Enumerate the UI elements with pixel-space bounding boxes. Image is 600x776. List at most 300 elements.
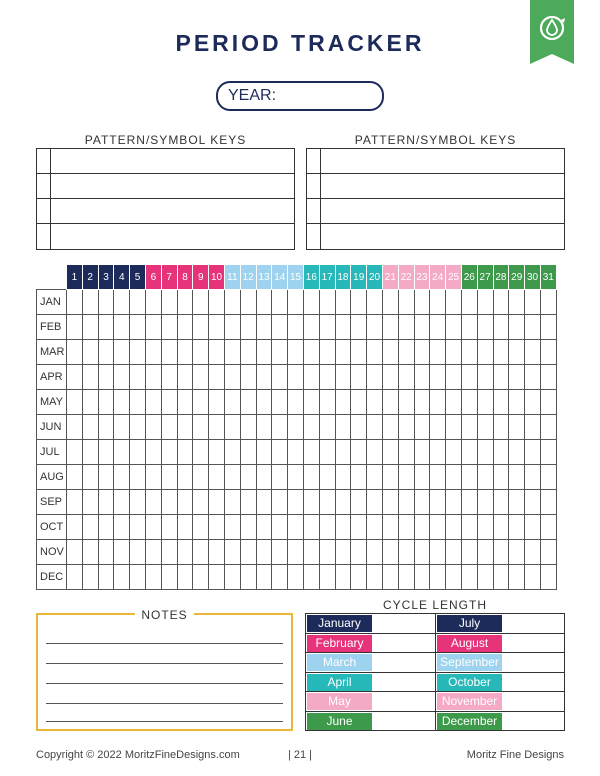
day-cell[interactable]: [540, 515, 556, 540]
day-cell[interactable]: [193, 340, 209, 365]
day-cell[interactable]: [319, 315, 335, 340]
day-cell[interactable]: [540, 290, 556, 315]
day-cell[interactable]: [430, 365, 446, 390]
day-cell[interactable]: [414, 490, 430, 515]
day-cell[interactable]: [224, 415, 240, 440]
day-cell[interactable]: [288, 415, 304, 440]
day-cell[interactable]: [446, 390, 462, 415]
day-cell[interactable]: [240, 415, 256, 440]
key-checkbox[interactable]: [37, 199, 51, 223]
day-cell[interactable]: [130, 415, 146, 440]
day-cell[interactable]: [351, 415, 367, 440]
day-cell[interactable]: [446, 565, 462, 590]
day-cell[interactable]: [398, 490, 414, 515]
day-cell[interactable]: [224, 290, 240, 315]
day-cell[interactable]: [224, 340, 240, 365]
day-cell[interactable]: [319, 365, 335, 390]
day-cell[interactable]: [256, 515, 272, 540]
day-cell[interactable]: [477, 540, 493, 565]
day-cell[interactable]: [303, 440, 319, 465]
day-cell[interactable]: [461, 465, 477, 490]
day-cell[interactable]: [177, 340, 193, 365]
day-cell[interactable]: [461, 490, 477, 515]
day-cell[interactable]: [382, 565, 398, 590]
day-cell[interactable]: [209, 440, 225, 465]
day-cell[interactable]: [540, 390, 556, 415]
day-cell[interactable]: [430, 465, 446, 490]
day-cell[interactable]: [67, 415, 83, 440]
day-cell[interactable]: [477, 290, 493, 315]
day-cell[interactable]: [240, 315, 256, 340]
day-cell[interactable]: [430, 565, 446, 590]
day-cell[interactable]: [351, 565, 367, 590]
day-cell[interactable]: [114, 515, 130, 540]
day-cell[interactable]: [367, 490, 383, 515]
day-cell[interactable]: [525, 340, 541, 365]
day-cell[interactable]: [82, 415, 98, 440]
day-cell[interactable]: [272, 365, 288, 390]
day-cell[interactable]: [461, 515, 477, 540]
day-cell[interactable]: [414, 390, 430, 415]
day-cell[interactable]: [367, 340, 383, 365]
day-cell[interactable]: [82, 390, 98, 415]
day-cell[interactable]: [493, 565, 509, 590]
day-cell[interactable]: [461, 340, 477, 365]
day-cell[interactable]: [303, 515, 319, 540]
day-cell[interactable]: [193, 390, 209, 415]
day-cell[interactable]: [240, 340, 256, 365]
day-cell[interactable]: [193, 440, 209, 465]
day-cell[interactable]: [114, 340, 130, 365]
day-cell[interactable]: [240, 390, 256, 415]
key-checkbox[interactable]: [307, 224, 321, 249]
day-cell[interactable]: [130, 515, 146, 540]
day-cell[interactable]: [367, 515, 383, 540]
day-cell[interactable]: [272, 540, 288, 565]
day-cell[interactable]: [414, 540, 430, 565]
day-cell[interactable]: [335, 365, 351, 390]
day-cell[interactable]: [67, 490, 83, 515]
day-cell[interactable]: [114, 440, 130, 465]
day-cell[interactable]: [209, 390, 225, 415]
day-cell[interactable]: [177, 490, 193, 515]
day-cell[interactable]: [446, 515, 462, 540]
day-cell[interactable]: [193, 465, 209, 490]
day-cell[interactable]: [145, 415, 161, 440]
day-cell[interactable]: [509, 290, 525, 315]
day-cell[interactable]: [209, 340, 225, 365]
day-cell[interactable]: [130, 340, 146, 365]
day-cell[interactable]: [82, 440, 98, 465]
day-cell[interactable]: [414, 365, 430, 390]
day-cell[interactable]: [525, 415, 541, 440]
day-cell[interactable]: [540, 490, 556, 515]
day-cell[interactable]: [193, 540, 209, 565]
day-cell[interactable]: [98, 565, 114, 590]
day-cell[interactable]: [477, 415, 493, 440]
day-cell[interactable]: [446, 415, 462, 440]
key-checkbox[interactable]: [37, 149, 51, 173]
day-cell[interactable]: [351, 365, 367, 390]
day-cell[interactable]: [240, 565, 256, 590]
day-cell[interactable]: [272, 465, 288, 490]
day-cell[interactable]: [525, 365, 541, 390]
day-cell[interactable]: [145, 290, 161, 315]
day-cell[interactable]: [446, 465, 462, 490]
day-cell[interactable]: [398, 565, 414, 590]
day-cell[interactable]: [161, 465, 177, 490]
day-cell[interactable]: [540, 340, 556, 365]
day-cell[interactable]: [193, 515, 209, 540]
day-cell[interactable]: [430, 440, 446, 465]
day-cell[interactable]: [98, 540, 114, 565]
day-cell[interactable]: [82, 340, 98, 365]
day-cell[interactable]: [240, 490, 256, 515]
day-cell[interactable]: [177, 440, 193, 465]
day-cell[interactable]: [224, 540, 240, 565]
day-cell[interactable]: [288, 490, 304, 515]
day-cell[interactable]: [256, 465, 272, 490]
day-cell[interactable]: [351, 490, 367, 515]
day-cell[interactable]: [493, 290, 509, 315]
day-cell[interactable]: [209, 415, 225, 440]
day-cell[interactable]: [67, 390, 83, 415]
day-cell[interactable]: [224, 365, 240, 390]
day-cell[interactable]: [525, 565, 541, 590]
key-checkbox[interactable]: [37, 174, 51, 198]
day-cell[interactable]: [414, 340, 430, 365]
day-cell[interactable]: [272, 440, 288, 465]
day-cell[interactable]: [288, 515, 304, 540]
day-cell[interactable]: [67, 465, 83, 490]
day-cell[interactable]: [477, 490, 493, 515]
day-cell[interactable]: [351, 290, 367, 315]
day-cell[interactable]: [509, 365, 525, 390]
day-cell[interactable]: [446, 490, 462, 515]
day-cell[interactable]: [430, 490, 446, 515]
day-cell[interactable]: [525, 390, 541, 415]
day-cell[interactable]: [98, 340, 114, 365]
day-cell[interactable]: [319, 490, 335, 515]
day-cell[interactable]: [161, 365, 177, 390]
day-cell[interactable]: [335, 290, 351, 315]
day-cell[interactable]: [540, 440, 556, 465]
day-cell[interactable]: [493, 415, 509, 440]
day-cell[interactable]: [272, 390, 288, 415]
day-cell[interactable]: [446, 340, 462, 365]
day-cell[interactable]: [209, 290, 225, 315]
day-cell[interactable]: [288, 315, 304, 340]
day-cell[interactable]: [272, 340, 288, 365]
day-cell[interactable]: [367, 365, 383, 390]
day-cell[interactable]: [177, 415, 193, 440]
day-cell[interactable]: [398, 465, 414, 490]
day-cell[interactable]: [303, 290, 319, 315]
key-row[interactable]: [307, 149, 564, 174]
day-cell[interactable]: [540, 415, 556, 440]
day-cell[interactable]: [256, 340, 272, 365]
day-cell[interactable]: [161, 390, 177, 415]
day-cell[interactable]: [525, 315, 541, 340]
day-cell[interactable]: [382, 390, 398, 415]
day-cell[interactable]: [288, 440, 304, 465]
day-cell[interactable]: [398, 290, 414, 315]
day-cell[interactable]: [67, 290, 83, 315]
day-cell[interactable]: [319, 415, 335, 440]
day-cell[interactable]: [430, 340, 446, 365]
day-cell[interactable]: [240, 515, 256, 540]
day-cell[interactable]: [509, 465, 525, 490]
day-cell[interactable]: [130, 315, 146, 340]
day-cell[interactable]: [82, 565, 98, 590]
key-row[interactable]: [307, 174, 564, 199]
day-cell[interactable]: [367, 540, 383, 565]
day-cell[interactable]: [493, 515, 509, 540]
day-cell[interactable]: [67, 340, 83, 365]
day-cell[interactable]: [461, 315, 477, 340]
key-row[interactable]: [37, 224, 294, 249]
day-cell[interactable]: [145, 390, 161, 415]
day-cell[interactable]: [161, 540, 177, 565]
day-cell[interactable]: [209, 465, 225, 490]
day-cell[interactable]: [335, 315, 351, 340]
day-cell[interactable]: [303, 565, 319, 590]
day-cell[interactable]: [240, 440, 256, 465]
day-cell[interactable]: [493, 440, 509, 465]
day-cell[interactable]: [367, 390, 383, 415]
day-cell[interactable]: [351, 440, 367, 465]
day-cell[interactable]: [240, 465, 256, 490]
day-cell[interactable]: [161, 315, 177, 340]
key-row[interactable]: [307, 199, 564, 224]
day-cell[interactable]: [82, 290, 98, 315]
day-cell[interactable]: [525, 490, 541, 515]
day-cell[interactable]: [177, 315, 193, 340]
day-cell[interactable]: [509, 565, 525, 590]
day-cell[interactable]: [303, 365, 319, 390]
day-cell[interactable]: [398, 315, 414, 340]
day-cell[interactable]: [446, 290, 462, 315]
day-cell[interactable]: [272, 515, 288, 540]
day-cell[interactable]: [509, 540, 525, 565]
day-cell[interactable]: [493, 365, 509, 390]
day-cell[interactable]: [272, 415, 288, 440]
day-cell[interactable]: [67, 365, 83, 390]
day-cell[interactable]: [177, 465, 193, 490]
day-cell[interactable]: [145, 465, 161, 490]
day-cell[interactable]: [67, 565, 83, 590]
day-cell[interactable]: [256, 565, 272, 590]
day-cell[interactable]: [145, 315, 161, 340]
day-cell[interactable]: [382, 415, 398, 440]
day-cell[interactable]: [477, 315, 493, 340]
day-cell[interactable]: [382, 290, 398, 315]
day-cell[interactable]: [398, 515, 414, 540]
day-cell[interactable]: [335, 390, 351, 415]
year-field[interactable]: [216, 81, 384, 111]
day-cell[interactable]: [145, 515, 161, 540]
key-row[interactable]: [37, 174, 294, 199]
day-cell[interactable]: [303, 340, 319, 365]
day-cell[interactable]: [477, 515, 493, 540]
day-cell[interactable]: [224, 315, 240, 340]
day-cell[interactable]: [303, 415, 319, 440]
day-cell[interactable]: [161, 340, 177, 365]
day-cell[interactable]: [82, 540, 98, 565]
day-cell[interactable]: [130, 365, 146, 390]
day-cell[interactable]: [82, 465, 98, 490]
day-cell[interactable]: [82, 315, 98, 340]
day-cell[interactable]: [303, 390, 319, 415]
day-cell[interactable]: [509, 415, 525, 440]
key-row[interactable]: [307, 224, 564, 249]
day-cell[interactable]: [209, 315, 225, 340]
day-cell[interactable]: [382, 540, 398, 565]
day-cell[interactable]: [525, 540, 541, 565]
day-cell[interactable]: [209, 540, 225, 565]
day-cell[interactable]: [382, 465, 398, 490]
day-cell[interactable]: [477, 390, 493, 415]
day-cell[interactable]: [114, 290, 130, 315]
day-cell[interactable]: [477, 465, 493, 490]
day-cell[interactable]: [272, 490, 288, 515]
day-cell[interactable]: [67, 515, 83, 540]
day-cell[interactable]: [461, 290, 477, 315]
day-cell[interactable]: [319, 440, 335, 465]
day-cell[interactable]: [351, 315, 367, 340]
day-cell[interactable]: [525, 440, 541, 465]
day-cell[interactable]: [367, 315, 383, 340]
day-cell[interactable]: [319, 390, 335, 415]
day-cell[interactable]: [335, 515, 351, 540]
day-cell[interactable]: [114, 465, 130, 490]
day-cell[interactable]: [351, 340, 367, 365]
day-cell[interactable]: [224, 515, 240, 540]
day-cell[interactable]: [398, 340, 414, 365]
day-cell[interactable]: [477, 340, 493, 365]
day-cell[interactable]: [161, 515, 177, 540]
day-cell[interactable]: [193, 565, 209, 590]
day-cell[interactable]: [303, 465, 319, 490]
day-cell[interactable]: [130, 290, 146, 315]
day-cell[interactable]: [367, 415, 383, 440]
day-cell[interactable]: [145, 340, 161, 365]
day-cell[interactable]: [193, 290, 209, 315]
day-cell[interactable]: [414, 440, 430, 465]
day-cell[interactable]: [114, 315, 130, 340]
day-cell[interactable]: [161, 440, 177, 465]
day-cell[interactable]: [382, 515, 398, 540]
day-cell[interactable]: [319, 540, 335, 565]
day-cell[interactable]: [114, 415, 130, 440]
day-cell[interactable]: [540, 365, 556, 390]
day-cell[interactable]: [319, 515, 335, 540]
day-cell[interactable]: [351, 540, 367, 565]
day-cell[interactable]: [430, 415, 446, 440]
day-cell[interactable]: [367, 290, 383, 315]
day-cell[interactable]: [114, 490, 130, 515]
day-cell[interactable]: [477, 440, 493, 465]
day-cell[interactable]: [414, 315, 430, 340]
day-cell[interactable]: [351, 390, 367, 415]
day-cell[interactable]: [145, 565, 161, 590]
day-cell[interactable]: [209, 515, 225, 540]
day-cell[interactable]: [367, 465, 383, 490]
day-cell[interactable]: [430, 290, 446, 315]
day-cell[interactable]: [130, 440, 146, 465]
day-cell[interactable]: [335, 490, 351, 515]
day-cell[interactable]: [525, 515, 541, 540]
day-cell[interactable]: [414, 565, 430, 590]
day-cell[interactable]: [398, 415, 414, 440]
day-cell[interactable]: [335, 540, 351, 565]
day-cell[interactable]: [82, 365, 98, 390]
day-cell[interactable]: [67, 440, 83, 465]
day-cell[interactable]: [224, 440, 240, 465]
day-cell[interactable]: [461, 415, 477, 440]
day-cell[interactable]: [98, 365, 114, 390]
day-cell[interactable]: [240, 365, 256, 390]
day-cell[interactable]: [272, 315, 288, 340]
day-cell[interactable]: [398, 365, 414, 390]
day-cell[interactable]: [540, 465, 556, 490]
day-cell[interactable]: [288, 390, 304, 415]
day-cell[interactable]: [525, 290, 541, 315]
day-cell[interactable]: [130, 540, 146, 565]
day-cell[interactable]: [414, 415, 430, 440]
day-cell[interactable]: [509, 390, 525, 415]
day-cell[interactable]: [145, 440, 161, 465]
day-cell[interactable]: [256, 290, 272, 315]
day-cell[interactable]: [509, 515, 525, 540]
day-cell[interactable]: [272, 290, 288, 315]
notes-box[interactable]: [36, 608, 293, 731]
day-cell[interactable]: [319, 465, 335, 490]
day-cell[interactable]: [224, 465, 240, 490]
day-cell[interactable]: [351, 465, 367, 490]
day-cell[interactable]: [493, 490, 509, 515]
day-cell[interactable]: [335, 440, 351, 465]
day-cell[interactable]: [493, 390, 509, 415]
day-cell[interactable]: [240, 290, 256, 315]
day-cell[interactable]: [82, 515, 98, 540]
day-cell[interactable]: [161, 415, 177, 440]
day-cell[interactable]: [493, 315, 509, 340]
day-cell[interactable]: [193, 315, 209, 340]
day-cell[interactable]: [256, 390, 272, 415]
day-cell[interactable]: [288, 365, 304, 390]
day-cell[interactable]: [130, 490, 146, 515]
day-cell[interactable]: [335, 465, 351, 490]
day-cell[interactable]: [398, 390, 414, 415]
day-cell[interactable]: [303, 490, 319, 515]
day-cell[interactable]: [446, 365, 462, 390]
day-cell[interactable]: [446, 540, 462, 565]
day-cell[interactable]: [477, 565, 493, 590]
key-row[interactable]: [37, 199, 294, 224]
day-cell[interactable]: [540, 540, 556, 565]
day-cell[interactable]: [224, 490, 240, 515]
day-cell[interactable]: [414, 515, 430, 540]
day-cell[interactable]: [398, 540, 414, 565]
key-row[interactable]: [37, 149, 294, 174]
day-cell[interactable]: [240, 540, 256, 565]
key-checkbox[interactable]: [307, 149, 321, 173]
day-cell[interactable]: [335, 415, 351, 440]
day-cell[interactable]: [398, 440, 414, 465]
day-cell[interactable]: [446, 440, 462, 465]
day-cell[interactable]: [493, 465, 509, 490]
